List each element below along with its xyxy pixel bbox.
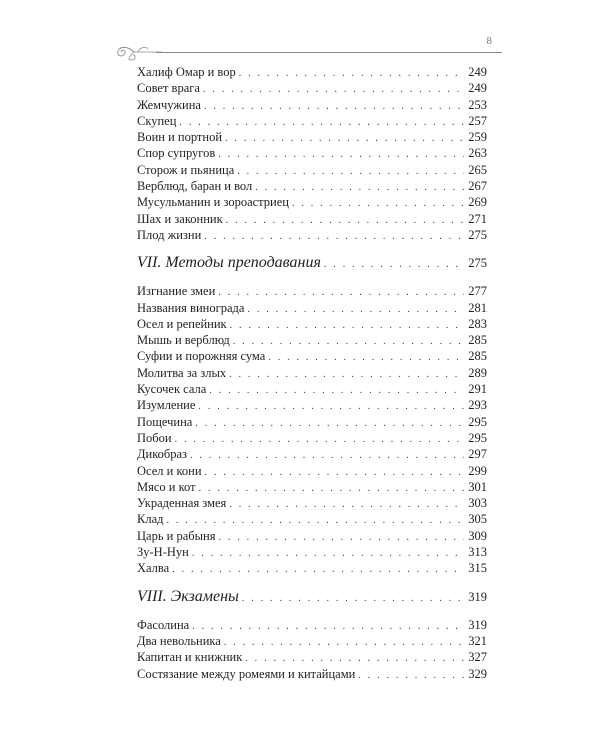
entry-title: Кусочек сала	[137, 382, 207, 397]
entry-title: Плод жизни	[137, 227, 202, 242]
toc-entry	[137, 397, 487, 413]
toc-entry	[137, 495, 487, 511]
entry-title: Побои	[137, 430, 172, 445]
entry-title: Изумление	[137, 398, 196, 413]
dot-leader	[226, 213, 464, 229]
entry-page: 315	[468, 561, 487, 576]
entry-title: Суфии и порожняя сума	[137, 349, 266, 364]
entry-page: 269	[468, 195, 487, 210]
dot-leader	[203, 82, 464, 98]
dot-leader	[358, 668, 464, 684]
entry-title: Жемчужина	[137, 97, 201, 112]
dot-leader	[292, 196, 464, 212]
entry-page: 253	[468, 97, 487, 112]
toc-entry	[137, 300, 487, 316]
entry-title: Царь и рабыня	[137, 528, 216, 543]
toc-group-3	[137, 585, 487, 682]
entry-page: 281	[468, 300, 487, 315]
entry-page: 301	[468, 479, 487, 494]
dot-leader	[229, 497, 464, 513]
entry-title: Халва	[137, 561, 170, 576]
toc-entry	[137, 446, 487, 462]
dot-leader	[205, 465, 464, 481]
dot-leader	[192, 546, 464, 562]
toc-entry	[137, 194, 487, 210]
toc-entry	[137, 113, 487, 129]
toc-entry	[137, 511, 487, 527]
toc-entry	[137, 129, 487, 145]
entry-page: 271	[468, 211, 487, 226]
entry-title: Украденная змея	[137, 496, 227, 511]
dot-leader	[190, 448, 464, 464]
entry-title: Молитва за злых	[137, 365, 227, 380]
dot-leader	[175, 432, 464, 448]
dot-leader	[172, 562, 464, 578]
toc-entry	[137, 528, 487, 544]
entry-page: 275	[468, 227, 487, 242]
toc-entry	[137, 414, 487, 430]
entry-title: Воин и портной	[137, 130, 223, 145]
dot-leader	[218, 285, 464, 301]
toc-entry	[137, 348, 487, 364]
table-of-contents	[137, 64, 487, 682]
entry-title: Мясо и кот	[137, 479, 196, 494]
entry-title: Фасолина	[137, 617, 190, 632]
dot-leader	[242, 587, 464, 611]
entry-title: Названия винограда	[137, 300, 245, 315]
toc-entry	[137, 227, 487, 243]
dot-leader	[179, 115, 464, 131]
entry-page: 285	[468, 349, 487, 364]
toc-group-2	[137, 251, 487, 576]
entry-page: 299	[468, 463, 487, 478]
dot-leader	[233, 334, 464, 350]
toc-entry	[137, 162, 487, 178]
toc-entry	[137, 633, 487, 649]
toc-entry	[137, 80, 487, 96]
toc-entry	[137, 463, 487, 479]
toc-entry	[137, 178, 487, 194]
section-heading	[137, 251, 487, 275]
dot-leader	[209, 383, 464, 399]
dot-leader	[192, 619, 464, 635]
entry-page: 293	[468, 398, 487, 413]
toc-entry	[137, 283, 487, 299]
entry-title: Сторож и пьяница	[137, 162, 235, 177]
dot-leader	[218, 147, 464, 163]
toc-entry	[137, 64, 487, 80]
entry-page: 305	[468, 512, 487, 527]
dot-leader	[230, 318, 464, 334]
entry-title: Два невольника	[137, 633, 221, 648]
entry-title: Пощечина	[137, 414, 193, 429]
entry-title: Осел и репейник	[137, 316, 227, 331]
entry-title: Спор супругов	[137, 146, 216, 161]
entry-page: 277	[468, 284, 487, 299]
toc-entry	[137, 211, 487, 227]
entry-page: 249	[468, 81, 487, 96]
toc-entry	[137, 381, 487, 397]
entry-page: 297	[468, 447, 487, 462]
entry-page: 283	[468, 316, 487, 331]
entry-title: Мусульманин и зороастриец	[137, 195, 289, 210]
toc-entry	[137, 316, 487, 332]
dot-leader	[199, 481, 464, 497]
entry-page: 321	[468, 633, 487, 648]
entry-title: Верблюд, баран и вол	[137, 179, 253, 194]
entry-title: Капитан и книжник	[137, 650, 243, 665]
toc-entry	[137, 544, 487, 560]
entry-title: Шах и законник	[137, 211, 223, 226]
entry-title: Совет врага	[137, 81, 200, 96]
entry-page: 295	[468, 430, 487, 445]
dot-leader	[204, 99, 464, 115]
entry-page: 249	[468, 65, 487, 79]
section-title: VII. Методы преподавания	[137, 254, 321, 272]
entry-page: 319	[468, 617, 487, 632]
entry-page: 257	[468, 113, 487, 128]
entry-page: 259	[468, 130, 487, 145]
toc-entry	[137, 666, 487, 682]
page-number: 8	[486, 35, 492, 47]
entry-title: Клад	[137, 512, 164, 527]
section-title: VIII. Экзамены	[137, 587, 239, 605]
toc-entry	[137, 479, 487, 495]
dot-leader	[237, 164, 464, 180]
entry-page: 267	[468, 179, 487, 194]
entry-page: 313	[468, 545, 487, 560]
header-rule	[156, 52, 502, 53]
dot-leader	[198, 399, 464, 415]
toc-entry	[137, 430, 487, 446]
section-page: 319	[468, 589, 487, 604]
entry-title: Состязание между ромеями и китайцами	[137, 666, 356, 681]
toc-entry	[137, 145, 487, 161]
toc-entry	[137, 332, 487, 348]
dot-leader	[247, 302, 464, 318]
section-heading	[137, 585, 487, 609]
entry-title: Зу-Н-Нун	[137, 545, 189, 560]
toc-entry	[137, 617, 487, 633]
entry-page: 295	[468, 414, 487, 429]
entry-title: Изгнание змеи	[137, 284, 216, 299]
entry-page: 309	[468, 528, 487, 543]
dot-leader	[195, 416, 464, 432]
entry-title: Скупец	[137, 113, 177, 128]
toc-group-1	[137, 64, 487, 243]
entry-page: 329	[468, 666, 487, 681]
entry-page: 303	[468, 496, 487, 511]
dot-leader	[239, 66, 464, 82]
entry-page: 291	[468, 382, 487, 397]
dot-leader	[324, 253, 464, 277]
dot-leader	[225, 131, 464, 147]
entry-page: 265	[468, 162, 487, 177]
dot-leader	[268, 350, 464, 366]
entry-page: 327	[468, 650, 487, 665]
dot-leader	[229, 367, 464, 383]
entry-title: Дикобраз	[137, 447, 187, 462]
toc-entry	[137, 649, 487, 665]
entry-page: 285	[468, 333, 487, 348]
entry-page: 263	[468, 146, 487, 161]
entry-title: Осел и кони	[137, 463, 202, 478]
dot-leader	[218, 530, 464, 546]
entry-title: Халиф Омар и вор	[137, 65, 236, 79]
entry-page: 289	[468, 365, 487, 380]
toc-entry	[137, 365, 487, 381]
toc-entry	[137, 97, 487, 113]
entry-title: Мышь и верблюд	[137, 333, 230, 348]
dot-leader	[224, 635, 464, 651]
section-page: 275	[468, 256, 487, 271]
page-header	[112, 30, 502, 60]
dot-leader	[204, 229, 464, 245]
toc-entry	[137, 560, 487, 576]
